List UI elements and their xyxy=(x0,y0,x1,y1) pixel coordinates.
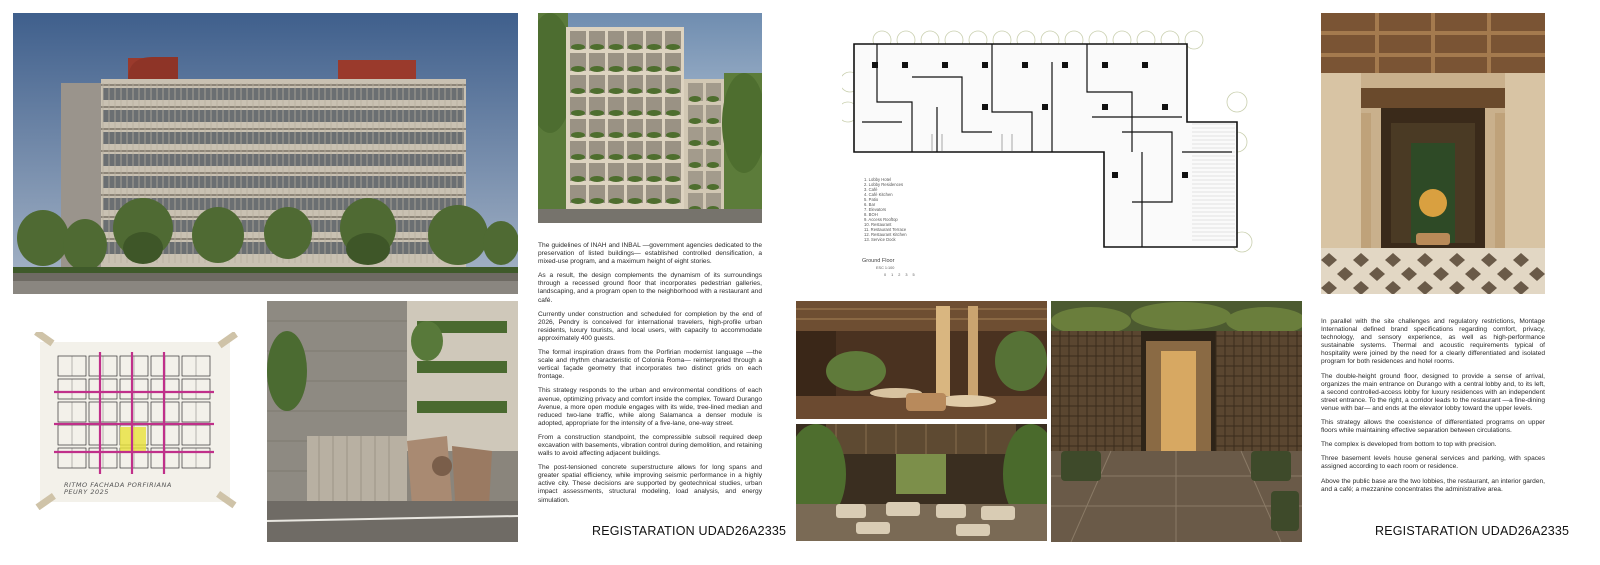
photo-lobby-interior xyxy=(1321,13,1545,294)
left-paragraph: Currently under construction and scheduled for completion by the end of 2026, Pendry is conceived for international travelers, high-profile urban residents, luxury tourists, and local users, with capacity to accommodate approximately 400 guests. xyxy=(538,310,762,342)
ground-floor-plan xyxy=(842,22,1260,280)
right-paragraph: The double-height ground floor, designed to provide a sense of arrival, organizes the main entrance on Durango with a central lobby and, to its left, a second controlled-access lobby for luxury residences with an independent street entrance. To the right, a corridor leads to the restaurant —a fine-dining venue with bar— and ends at the elevator lobby toward the upper levels. xyxy=(1321,372,1545,412)
plan-scale xyxy=(876,266,894,270)
left-paragraph: The guidelines of INAH and INBAL —government agencies dedicated to the preservation of listed buildings— established controlled densification, a mixed-use program, and a maximum height of eight stories. xyxy=(538,242,762,266)
photo-facade-main xyxy=(13,13,518,294)
right-paragraph: Three basement levels house general services and parking, with spaces assigned according to each room or residence. xyxy=(1321,455,1545,471)
plan-legend-item: 4. Café Kitchen xyxy=(864,192,893,197)
left-paragraph: This strategy responds to the urban and environmental conditions of each avenue, optimizing privacy and comfort inside the complex. Toward Durango Avenue, a more open module engages with its wide, tree-lined median and reduced two-lane traffic, while along Salamanca a denser module is adopted, appropriate for the intensity of a five-lane, one-way street. xyxy=(538,387,762,427)
left-paragraph: The formal inspiration draws from the Porfirian modernist language —the scale and rhythm characteristic of Colonia Roma— reinterpreted through a vertical façade geometry that incorporates two distinct grids on each frontage. xyxy=(538,349,762,381)
sketch-caption-line1: RITMO FACHADA PORFIRIANA xyxy=(64,481,172,489)
plan-scale-number: 5 xyxy=(912,273,915,277)
plan-scale-number: 1 xyxy=(891,273,894,277)
right-paragraph: This strategy allows the coexistence of differentiated programs on upper floors while maintaining effective separation between circulations. xyxy=(1321,419,1545,435)
sketch-facade-rhythm xyxy=(30,332,242,510)
left-body-text xyxy=(538,242,762,511)
right-paragraph: In parallel with the site challenges and regulatory restrictions, Montage International defined brand specifications regarding comfort, privacy, technology, and sensory experience, as well as high-performance sustainable systems. Thermal and acoustic requirements typical of hospitality were joined by the need for a clearly differentiated and isolated program for both residences and hotel rooms. xyxy=(1321,318,1545,366)
right-paragraph: The complex is developed from bottom to top with precision. xyxy=(1321,441,1497,449)
sketch-caption xyxy=(64,482,172,496)
right-registration: REGISTARATION UDAD26A2335 xyxy=(1375,524,1570,538)
plan-legend-item: 13. Service Dock xyxy=(864,237,896,242)
plan-scale-numbers xyxy=(884,273,920,277)
photo-dining-lattice xyxy=(1051,301,1302,542)
left-paragraph: As a result, the design complements the dynamism of its surroundings through a recessed ground floor that incorporates pedestrian galleries, landscaping, and a program open to the neighborhood with a restaurant and café. xyxy=(538,272,762,304)
lobby-interior-illustration xyxy=(1321,13,1545,294)
photo-terrace-garden xyxy=(796,424,1047,541)
plan-legend-item: 1. Lobby Hotel xyxy=(864,177,892,182)
plan-scale-number: 0 xyxy=(884,273,887,277)
plan-legend-item: 8. BOH xyxy=(864,212,878,217)
plan-legend-item: 11. Restaurant Terrace xyxy=(864,227,907,232)
plan-legend-item: 2. Lobby Residences xyxy=(864,182,904,187)
photo-facade-planters xyxy=(538,13,762,223)
plan-scale-text: ESC 1:100 xyxy=(876,266,895,270)
plan-legend-item: 9. Access Rooftop xyxy=(864,217,898,222)
facade-planters-illustration xyxy=(538,13,762,223)
facade-main-illustration xyxy=(13,13,518,294)
plan-legend-item: 6. Bar xyxy=(864,202,876,207)
terrace-garden-illustration xyxy=(796,424,1047,541)
plan-legend xyxy=(864,177,907,242)
plan-scale-number: 2 xyxy=(898,273,901,277)
plan-legend-item: 7. Elevators xyxy=(864,207,887,212)
sketch-caption-line2: PEURY 2025 xyxy=(64,488,109,496)
plan-title: Ground Floor xyxy=(862,258,895,264)
left-registration: REGISTARATION UDAD26A2335 xyxy=(592,524,787,538)
plan-scale-number: 3 xyxy=(905,273,908,277)
plan-legend-item: 5. Patio xyxy=(864,197,879,202)
right-paragraph: Above the public base are the two lobbies, the restaurant, an interior garden, and a café; a mezzanine concentrates the administrative area. xyxy=(1321,477,1545,493)
restaurant-interior-illustration xyxy=(796,301,1047,419)
plan-legend-item: 10. Restaurant xyxy=(864,222,892,227)
photo-restaurant-interior xyxy=(796,301,1047,419)
street-corner-illustration xyxy=(267,301,518,542)
plan-legend-item: 12. Restaurant Kitchen xyxy=(864,232,907,237)
right-body-text xyxy=(1321,318,1545,500)
left-paragraph: From a construction standpoint, the compressible subsoil required deep excavation with basements, vibration control during demolition, and retaining walls to avoid affecting adjacent buildings. xyxy=(538,433,762,458)
dining-lattice-illustration xyxy=(1051,301,1302,542)
plan-legend-item: 3. Café xyxy=(864,187,878,192)
photo-street-corner xyxy=(267,301,518,542)
left-paragraph: The post-tensioned concrete superstructure allows for long spans and greater spatial efficiency, while improving seismic performance in a highly active city. These decisions are supported by geotechnical studies, urban impact assessments, structural modeling, load analysis, and energy simulation. xyxy=(538,464,762,504)
